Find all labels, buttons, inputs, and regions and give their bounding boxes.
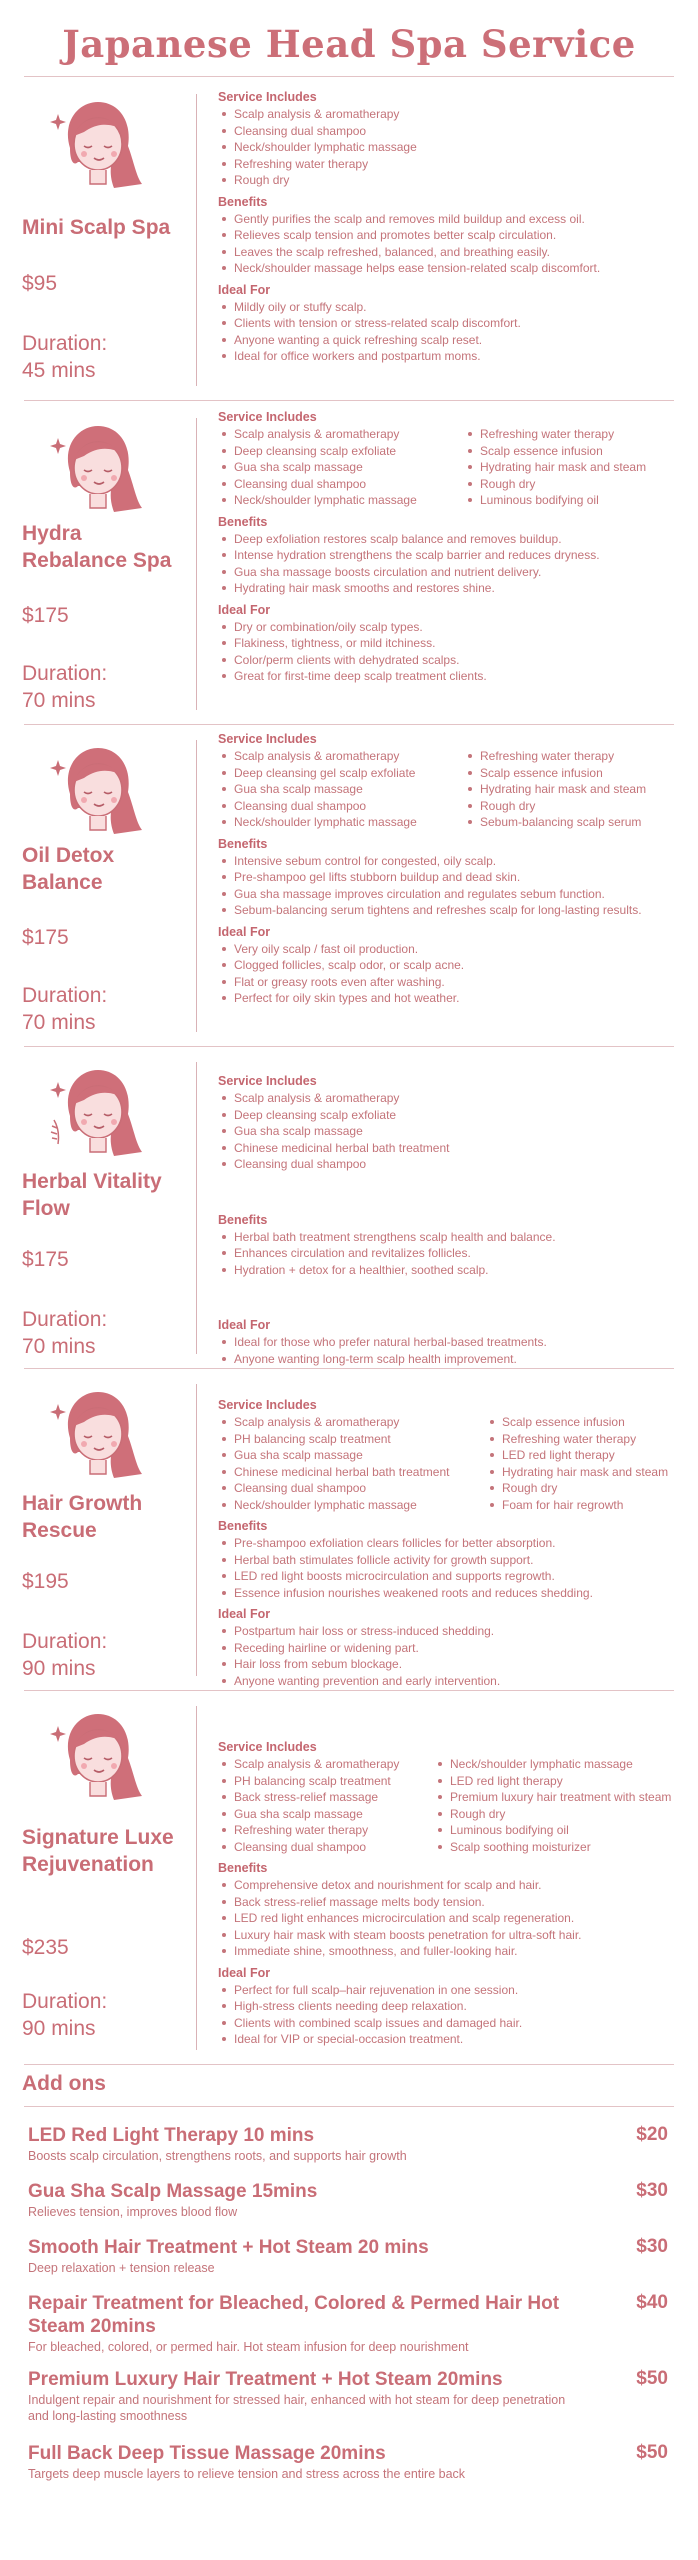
service-details xyxy=(218,1074,678,1373)
list-item: Clients with combined scalp issues and damaged hair. xyxy=(234,2015,664,2032)
list-item: Cleansing dual shampoo xyxy=(234,1839,434,1856)
addons-title: Add ons xyxy=(22,2072,106,2095)
addon-name: Repair Treatment for Bleached, Colored & Permed Hair Hot Steam 20mins xyxy=(28,2293,560,2337)
list-item: Mildly oily or stuffy scalp. xyxy=(234,299,664,316)
list-item: Neck/shoulder lymphatic massage xyxy=(234,1497,486,1514)
list-item: Scalp analysis & aromatherapy xyxy=(234,748,464,765)
list-item: Gua sha scalp massage xyxy=(234,1447,486,1464)
addon-price: $50 xyxy=(636,2442,668,2463)
bullet-list xyxy=(218,619,664,685)
service-duration: Duration: 70 mins xyxy=(22,1308,108,1358)
list-item: Gua sha scalp massage xyxy=(234,781,464,798)
divider xyxy=(24,2106,674,2107)
ideal-heading: Ideal For xyxy=(218,282,271,297)
list-item: Pre-shampoo exfoliation clears follicles for better absorption. xyxy=(234,1535,664,1552)
addon-description: For bleached, colored, or permed hair. Hot steam infusion for deep nourishment xyxy=(28,2340,469,2354)
bullet-list xyxy=(218,531,664,597)
list-item: Cleansing dual shampoo xyxy=(234,476,464,493)
divider xyxy=(196,1384,197,1676)
service-card xyxy=(0,408,698,726)
list-item: Cleansing dual shampoo xyxy=(234,798,464,815)
list-item: Luminous bodifying oil xyxy=(450,1822,698,1839)
list-item: Refreshing water therapy xyxy=(234,156,678,173)
bullet-list xyxy=(218,299,664,365)
list-item: Color/perm clients with dehydrated scalps. xyxy=(234,652,664,669)
addon-price: $50 xyxy=(636,2368,668,2389)
service-name: Oil Detox Balance xyxy=(22,844,115,894)
list-item: Enhances circulation and revitalizes follicles. xyxy=(234,1245,664,1262)
service-card xyxy=(0,1052,698,1370)
list-item: Chinese medicinal herbal bath treatment xyxy=(234,1140,678,1157)
addon-item xyxy=(28,2292,668,2355)
bullet-list xyxy=(218,748,464,831)
bullet-list xyxy=(464,426,690,509)
addon-item xyxy=(28,2124,668,2164)
addon-name: LED Red Light Therapy 10 mins xyxy=(28,2125,315,2146)
service-price: $175 xyxy=(22,1248,69,1271)
list-item: Hydrating hair mask smooths and restores shine. xyxy=(234,580,664,597)
addon-description: Indulgent repair and nourishment for stressed hair, enhanced with hot steam for deep penetration and long-lasting smoothness xyxy=(28,2393,566,2423)
list-item: LED red light therapy xyxy=(450,1773,698,1790)
service-details xyxy=(218,410,678,691)
ideal-heading: Ideal For xyxy=(218,1965,271,1980)
divider xyxy=(196,1706,197,2050)
bullet-list xyxy=(218,1756,434,1855)
benefits-heading: Benefits xyxy=(218,194,268,209)
list-item: Hair loss from sebum blockage. xyxy=(234,1656,664,1673)
list-item: Refreshing water therapy xyxy=(480,426,690,443)
divider xyxy=(24,1368,674,1369)
list-item: Herbal bath treatment strengthens scalp health and balance. xyxy=(234,1229,664,1246)
list-item: Deep cleansing scalp exfoliate xyxy=(234,443,464,460)
benefits-heading: Benefits xyxy=(218,514,268,529)
list-item: Intense hydration strengthens the scalp barrier and reduces dryness. xyxy=(234,547,664,564)
service-name: Hydra Rebalance Spa xyxy=(22,522,172,572)
list-item: Anyone wanting a quick refreshing scalp reset. xyxy=(234,332,664,349)
divider xyxy=(24,2064,674,2065)
list-item: Gua sha massage improves circulation and regulates sebum function. xyxy=(234,886,664,903)
bullet-list xyxy=(218,941,664,1007)
list-item: Hydration + detox for a healthier, soothed scalp. xyxy=(234,1262,664,1279)
service-card xyxy=(0,1374,698,1692)
service-duration: Duration: 90 mins xyxy=(22,1990,108,2040)
woman-face-icon xyxy=(44,1704,144,1804)
list-item: PH balancing scalp treatment xyxy=(234,1431,486,1448)
service-card xyxy=(0,84,698,402)
list-item: Dry or combination/oily scalp types. xyxy=(234,619,664,636)
list-item: Immediate shine, smoothness, and fuller-looking hair. xyxy=(234,1943,664,1960)
service-price: $175 xyxy=(22,926,69,949)
list-item: Neck/shoulder lymphatic massage xyxy=(234,139,678,156)
service-duration: Duration: 45 mins xyxy=(22,332,108,382)
service-duration: Duration: 90 mins xyxy=(22,1630,108,1680)
list-item: Deep exfoliation restores scalp balance and removes buildup. xyxy=(234,531,664,548)
list-item: Foam for hair regrowth xyxy=(502,1497,698,1514)
service-duration: Duration: 70 mins xyxy=(22,984,108,1034)
service-duration: Duration: 70 mins xyxy=(22,662,108,712)
list-item: Rough dry xyxy=(234,172,678,189)
includes-heading: Service Includes xyxy=(218,90,317,104)
list-item: PH balancing scalp treatment xyxy=(234,1773,434,1790)
list-item: Neck/shoulder lymphatic massage xyxy=(234,814,464,831)
bullet-list xyxy=(218,1334,664,1367)
addon-price: $20 xyxy=(636,2124,668,2145)
list-item: Rough dry xyxy=(502,1480,698,1497)
list-item: Refreshing water therapy xyxy=(502,1431,698,1448)
addon-name: Smooth Hair Treatment + Hot Steam 20 mins xyxy=(28,2237,429,2258)
service-details xyxy=(218,1740,678,2054)
addon-price: $40 xyxy=(636,2292,668,2313)
woman-face-icon xyxy=(44,416,144,516)
list-item: Scalp analysis & aromatherapy xyxy=(234,1756,434,1773)
list-item: Comprehensive detox and nourishment for scalp and hair. xyxy=(234,1877,664,1894)
list-item: Rough dry xyxy=(450,1806,698,1823)
list-item: Scalp essence infusion xyxy=(480,765,690,782)
list-item: Ideal for those who prefer natural herbal-based treatments. xyxy=(234,1334,664,1351)
includes-heading: Service Includes xyxy=(218,1074,317,1088)
page-title: Japanese Head Spa Service xyxy=(62,22,636,66)
list-item: Rough dry xyxy=(480,476,690,493)
service-price: $235 xyxy=(22,1936,69,1959)
divider xyxy=(196,94,197,386)
list-item: Neck/shoulder lymphatic massage xyxy=(234,492,464,509)
list-item: Refreshing water therapy xyxy=(234,1822,434,1839)
list-item: Herbal bath stimulates follicle activity for growth support. xyxy=(234,1552,664,1569)
service-details xyxy=(218,1398,678,1695)
list-item: Anyone wanting prevention and early intervention. xyxy=(234,1673,664,1690)
bullet-list xyxy=(218,1090,678,1173)
list-item: Receding hairline or widening part. xyxy=(234,1640,664,1657)
service-name: Herbal Vitality Flow xyxy=(22,1170,162,1220)
addon-name: Gua Sha Scalp Massage 15mins xyxy=(28,2181,318,2202)
bullet-list xyxy=(218,1414,486,1513)
addon-item xyxy=(28,2180,668,2220)
list-item: Neck/shoulder massage helps ease tension-related scalp discomfort. xyxy=(234,260,664,277)
list-item: Hydrating hair mask and steam xyxy=(480,459,690,476)
divider xyxy=(24,1046,674,1047)
addon-name: Full Back Deep Tissue Massage 20mins xyxy=(28,2443,386,2464)
service-price: $175 xyxy=(22,604,69,627)
addon-item xyxy=(28,2368,668,2424)
list-item: High-stress clients needing deep relaxation. xyxy=(234,1998,664,2015)
list-item: Intensive sebum control for congested, oily scalp. xyxy=(234,853,664,870)
list-item: Relieves scalp tension and promotes better scalp circulation. xyxy=(234,227,664,244)
list-item: Refreshing water therapy xyxy=(480,748,690,765)
list-item: Chinese medicinal herbal bath treatment xyxy=(234,1464,486,1481)
benefits-heading: Benefits xyxy=(218,1212,268,1227)
list-item: Pre-shampoo gel lifts stubborn buildup and dead skin. xyxy=(234,869,664,886)
ideal-heading: Ideal For xyxy=(218,1607,271,1621)
list-item: Gua sha scalp massage xyxy=(234,1806,434,1823)
list-item: Scalp analysis & aromatherapy xyxy=(234,426,464,443)
benefits-heading: Benefits xyxy=(218,1519,268,1533)
bullet-list xyxy=(434,1756,698,1855)
woman-face-icon xyxy=(44,738,144,838)
list-item: Premium luxury hair treatment with steam xyxy=(450,1789,698,1806)
bullet-list xyxy=(486,1414,698,1513)
bullet-list xyxy=(218,426,464,509)
list-item: Scalp soothing moisturizer xyxy=(450,1839,698,1856)
service-card xyxy=(0,1696,698,2066)
list-item: Clogged follicles, scalp odor, or scalp acne. xyxy=(234,957,664,974)
list-item: Rough dry xyxy=(480,798,690,815)
list-item: Postpartum hair loss or stress-induced shedding. xyxy=(234,1623,664,1640)
divider xyxy=(196,418,197,710)
list-item: Gua sha massage boosts circulation and nutrient delivery. xyxy=(234,564,664,581)
bullet-list xyxy=(464,748,690,831)
service-price: $95 xyxy=(22,272,58,295)
includes-heading: Service Includes xyxy=(218,410,317,424)
list-item: Sebum-balancing scalp serum xyxy=(480,814,690,831)
service-name: Signature Luxe Rejuvenation xyxy=(22,1826,174,1876)
list-item: Flat or greasy roots even after washing. xyxy=(234,974,664,991)
bullet-list xyxy=(218,211,664,277)
list-item: Scalp essence infusion xyxy=(480,443,690,460)
service-details xyxy=(218,90,678,371)
list-item: Very oily scalp / fast oil production. xyxy=(234,941,664,958)
list-item: Neck/shoulder lymphatic massage xyxy=(450,1756,698,1773)
list-item: Cleansing dual shampoo xyxy=(234,123,678,140)
divider xyxy=(24,76,674,77)
bullet-list xyxy=(218,1982,664,2048)
divider xyxy=(24,400,674,401)
service-name: Mini Scalp Spa xyxy=(22,216,171,239)
list-item: Great for first-time deep scalp treatment clients. xyxy=(234,668,664,685)
ideal-heading: Ideal For xyxy=(218,924,271,939)
woman-face-icon xyxy=(44,1060,144,1160)
divider xyxy=(196,1062,197,1354)
woman-face-icon xyxy=(44,92,144,192)
addon-price: $30 xyxy=(636,2236,668,2257)
ideal-heading: Ideal For xyxy=(218,1318,271,1332)
list-item: Clients with tension or stress-related scalp discomfort. xyxy=(234,315,664,332)
benefits-heading: Benefits xyxy=(218,1861,268,1875)
list-item: Luxury hair mask with steam boosts penetration for ultra-soft hair. xyxy=(234,1927,664,1944)
addon-description: Boosts scalp circulation, strengthens roots, and supports hair growth xyxy=(28,2149,407,2163)
list-item: Anyone wanting long-term scalp health improvement. xyxy=(234,1351,664,1368)
list-item: LED red light therapy xyxy=(502,1447,698,1464)
service-price: $195 xyxy=(22,1570,69,1593)
bullet-list xyxy=(218,1229,664,1279)
woman-face-icon xyxy=(44,1382,144,1482)
benefits-heading: Benefits xyxy=(218,836,268,851)
list-item: Perfect for oily skin types and hot weather. xyxy=(234,990,664,1007)
service-details xyxy=(218,732,678,1013)
list-item: Back stress-relief massage melts body tension. xyxy=(234,1894,664,1911)
bullet-list xyxy=(218,853,664,919)
addon-description: Deep relaxation + tension release xyxy=(28,2261,215,2275)
list-item: Hydrating hair mask and steam xyxy=(502,1464,698,1481)
list-item: LED red light enhances microcirculation and scalp regeneration. xyxy=(234,1910,664,1927)
list-item: Scalp analysis & aromatherapy xyxy=(234,1414,486,1431)
list-item: Leaves the scalp refreshed, balanced, and breathing easily. xyxy=(234,244,664,261)
includes-heading: Service Includes xyxy=(218,732,317,746)
list-item: Deep cleansing gel scalp exfoliate xyxy=(234,765,464,782)
addon-item xyxy=(28,2442,668,2482)
addon-item xyxy=(28,2236,668,2276)
service-card xyxy=(0,730,698,1048)
list-item: Back stress-relief massage xyxy=(234,1789,434,1806)
list-item: Cleansing dual shampoo xyxy=(234,1156,678,1173)
list-item: Gua sha scalp massage xyxy=(234,459,464,476)
list-item: Cleansing dual shampoo xyxy=(234,1480,486,1497)
list-item: Gua sha scalp massage xyxy=(234,1123,678,1140)
list-item: Sebum-balancing serum tightens and refreshes scalp for long-lasting results. xyxy=(234,902,664,919)
addon-description: Targets deep muscle layers to relieve tension and stress across the entire back xyxy=(28,2467,466,2481)
bullet-list xyxy=(218,1877,664,1960)
list-item: Flakiness, tightness, or mild itchiness. xyxy=(234,635,664,652)
list-item: Hydrating hair mask and steam xyxy=(480,781,690,798)
list-item: Scalp analysis & aromatherapy xyxy=(234,106,678,123)
list-item: Perfect for full scalp–hair rejuvenation in one session. xyxy=(234,1982,664,1999)
divider xyxy=(24,1690,674,1691)
bullet-list xyxy=(218,106,678,189)
bullet-list xyxy=(218,1535,664,1601)
addon-description: Relieves tension, improves blood flow xyxy=(28,2205,238,2219)
divider xyxy=(24,724,674,725)
list-item: Deep cleansing scalp exfoliate xyxy=(234,1107,678,1124)
list-item: Ideal for office workers and postpartum moms. xyxy=(234,348,664,365)
divider xyxy=(196,740,197,1032)
list-item: LED red light boosts microcirculation and supports regrowth. xyxy=(234,1568,664,1585)
addon-name: Premium Luxury Hair Treatment + Hot Steam 20mins xyxy=(28,2369,503,2390)
list-item: Ideal for VIP or special-occasion treatment. xyxy=(234,2031,664,2048)
includes-heading: Service Includes xyxy=(218,1398,317,1412)
list-item: Essence infusion nourishes weakened roots and reduces shedding. xyxy=(234,1585,664,1602)
list-item: Scalp analysis & aromatherapy xyxy=(234,1090,678,1107)
ideal-heading: Ideal For xyxy=(218,602,271,617)
includes-heading: Service Includes xyxy=(218,1740,317,1754)
list-item: Scalp essence infusion xyxy=(502,1414,698,1431)
service-name: Hair Growth Rescue xyxy=(22,1492,143,1542)
list-item: Luminous bodifying oil xyxy=(480,492,690,509)
addon-price: $30 xyxy=(636,2180,668,2201)
bullet-list xyxy=(218,1623,664,1689)
list-item: Gently purifies the scalp and removes mild buildup and excess oil. xyxy=(234,211,664,228)
